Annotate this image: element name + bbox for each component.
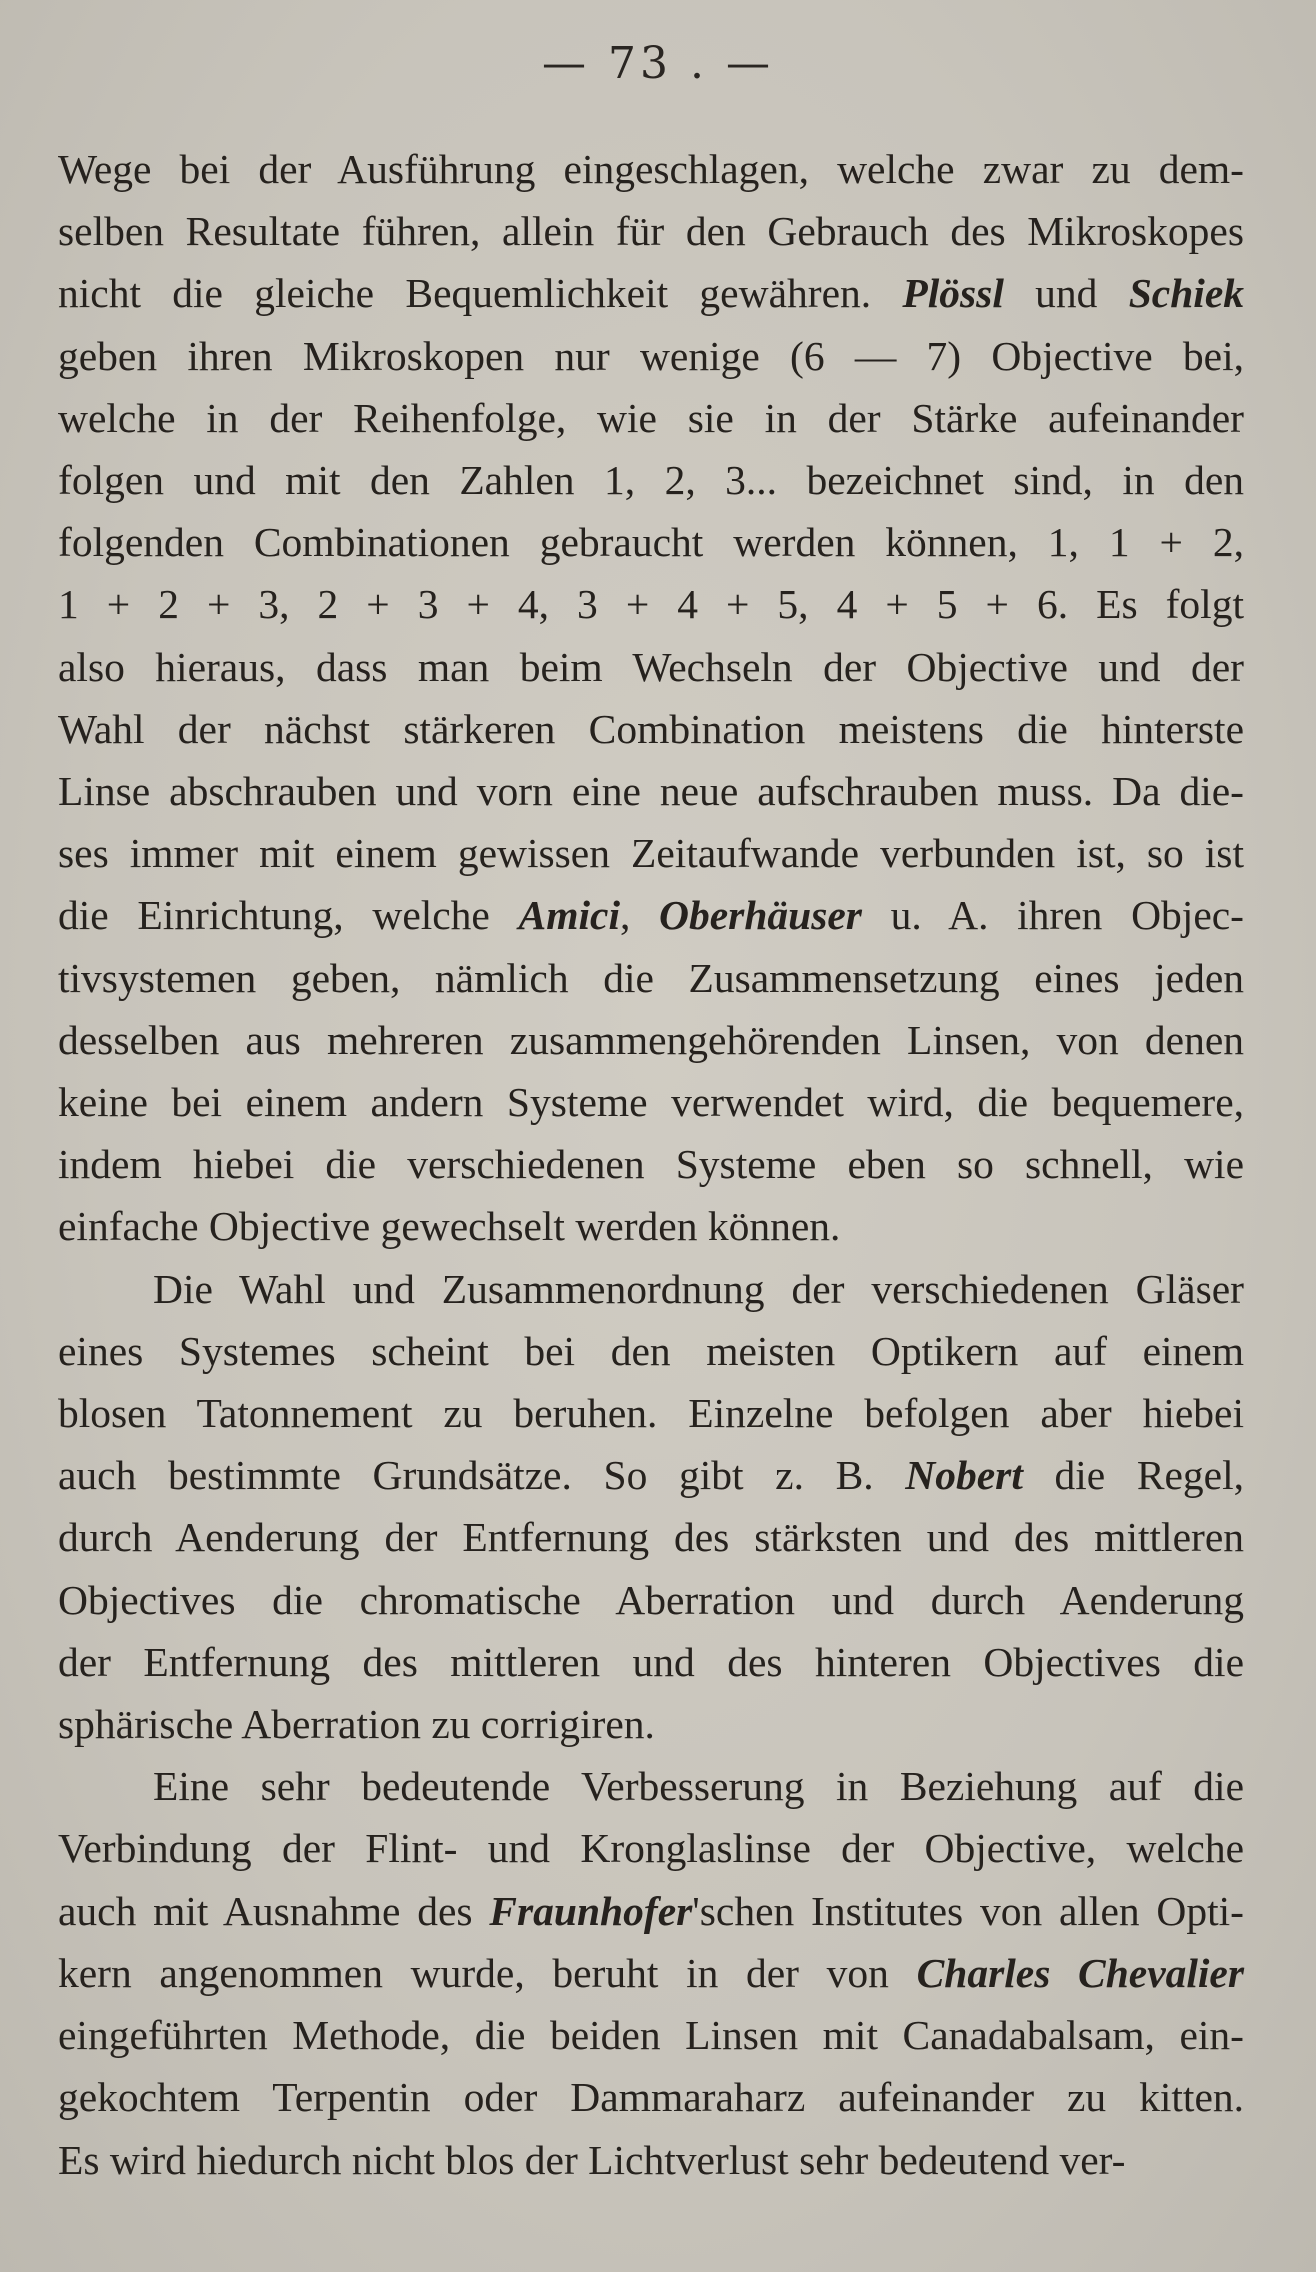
text-run: auch mit Ausnahme des [58, 1887, 490, 1934]
author-name: Fraunhofer [489, 1887, 693, 1934]
text-line [58, 822, 1244, 884]
paragraph [58, 1258, 1244, 1756]
text-line [58, 2129, 1244, 2191]
text-run: Wahl der nächst stärkeren Combination meistens die hinterste [58, 705, 1244, 752]
text-line [58, 138, 1244, 200]
text-line [58, 947, 1244, 1009]
text-line [58, 1942, 1244, 2004]
text-run: u. A. ihren Objec- [861, 892, 1244, 939]
text-run: die Regel, [1022, 1452, 1245, 1499]
text-run: indem hiebei die verschiedenen Systeme eben so schnell, wie [58, 1141, 1244, 1188]
text-run: 1 + 2 + 3, 2 + 3 + 4, 3 + 4 + 5, 4 + 5 + 6. Es folgt [58, 581, 1244, 628]
paragraph [58, 1755, 1244, 2190]
text-run: sphärische Aberration zu corrigiren. [58, 1701, 655, 1748]
text-run: Es wird hiedurch nicht blos der Lichtverlust sehr bedeutend ver- [58, 2136, 1126, 2183]
text-line [58, 2004, 1244, 2066]
text-run: kern angenommen wurde, beruht in der von [58, 1949, 917, 1996]
text-line [58, 1071, 1244, 1133]
text-run: ses immer mit einem gewissen Zeitaufwande verbunden ist, so ist [58, 830, 1244, 877]
text-run: einfache Objective gewechselt werden können. [58, 1203, 841, 1250]
text-line [58, 636, 1244, 698]
text-run: Die Wahl und Zusammenordnung der verschiedenen Gläser [153, 1265, 1244, 1312]
text-line [58, 262, 1244, 324]
text-run: geben ihren Mikroskopen nur wenige (6 — 7) Objective bei, [58, 332, 1244, 379]
text-run: also hieraus, dass man beim Wechseln der Objective und der [58, 643, 1244, 690]
text-run: eines Systemes scheint bei den meisten Optikern auf einem [58, 1327, 1244, 1374]
text-run: selben Resultate führen, allein für den Gebrauch des Mikroskopes [58, 208, 1244, 255]
text-line [58, 1693, 1244, 1755]
text-run: Verbindung der Flint- und Kronglaslinse der Objective, welche [58, 1825, 1244, 1872]
text-run: der Entfernung des mittleren und des hinteren Objectives die [58, 1638, 1244, 1685]
text-run: nicht die gleiche Bequemlichkeit gewähren. [58, 270, 903, 317]
text-run: folgenden Combinationen gebraucht werden können, 1, 1 + 2, [58, 519, 1244, 566]
text-run: durch Aenderung der Entfernung des stärksten und des mittleren [58, 1514, 1244, 1561]
text-line [58, 1817, 1244, 1879]
text-line [58, 573, 1244, 635]
text-run: keine bei einem andern Systeme verwendet wird, die bequemere, [58, 1079, 1244, 1126]
author-name: Charles Chevalier [916, 1949, 1244, 1996]
text-run: Objectives die chromatische Aberration und durch Aenderung [58, 1576, 1244, 1623]
author-name: Plössl [902, 270, 1004, 317]
author-name: Oberhäuser [659, 892, 862, 939]
text-line [58, 1195, 1244, 1257]
text-line [58, 1880, 1244, 1942]
page-number: — 73 . — [542, 38, 774, 89]
text-line [58, 1755, 1244, 1817]
text-run: 'schen Institutes von allen Opti- [692, 1887, 1244, 1934]
page-body [58, 138, 1244, 2191]
text-line [58, 1382, 1244, 1444]
text-run: welche in der Reihenfolge, wie sie in der Stärke aufeinander [58, 394, 1244, 441]
text-line [58, 1631, 1244, 1693]
text-run: desselben aus mehreren zusammengehörenden Linsen, von denen [58, 1016, 1244, 1063]
text-run: und [1003, 270, 1129, 317]
text-line [58, 200, 1244, 262]
author-name: Schiek [1128, 270, 1244, 317]
text-run: blosen Tatonnement zu beruhen. Einzelne befolgen aber hiebei [58, 1390, 1244, 1437]
text-line [58, 760, 1244, 822]
text-line [58, 1444, 1244, 1506]
text-run: eingeführten Methode, die beiden Linsen mit Canadabalsam, ein- [58, 2012, 1244, 2059]
text-line [58, 387, 1244, 449]
text-run: tivsystemen geben, nämlich die Zusammensetzung eines jeden [58, 954, 1244, 1001]
author-name: Amici [518, 892, 620, 939]
text-line [58, 511, 1244, 573]
text-line [58, 884, 1244, 946]
text-run: auch bestimmte Grundsätze. So gibt z. B. [58, 1452, 906, 1499]
author-name: Nobert [905, 1452, 1023, 1499]
text-run: Linse abschrauben und vorn eine neue aufschrauben muss. Da die- [58, 768, 1244, 815]
text-run: Eine sehr bedeutende Verbesserung in Beziehung auf die [153, 1763, 1244, 1810]
text-line [58, 1258, 1244, 1320]
text-line [58, 1009, 1244, 1071]
text-line [58, 449, 1244, 511]
text-line [58, 325, 1244, 387]
text-run: Wege bei der Ausführung eingeschlagen, welche zwar zu dem- [58, 146, 1244, 192]
text-run: folgen und mit den Zahlen 1, 2, 3... bezeichnet sind, in den [58, 457, 1244, 504]
text-run: gekochtem Terpentin oder Dammaraharz aufeinander zu kitten. [58, 2074, 1244, 2121]
text-line [58, 1506, 1244, 1568]
paragraph [58, 138, 1244, 1258]
text-line [58, 1320, 1244, 1382]
text-line [58, 698, 1244, 760]
text-run: , [619, 892, 660, 939]
text-line [58, 2066, 1244, 2128]
text-line [58, 1569, 1244, 1631]
text-run: die Einrichtung, welche [58, 892, 519, 939]
text-line [58, 1133, 1244, 1195]
